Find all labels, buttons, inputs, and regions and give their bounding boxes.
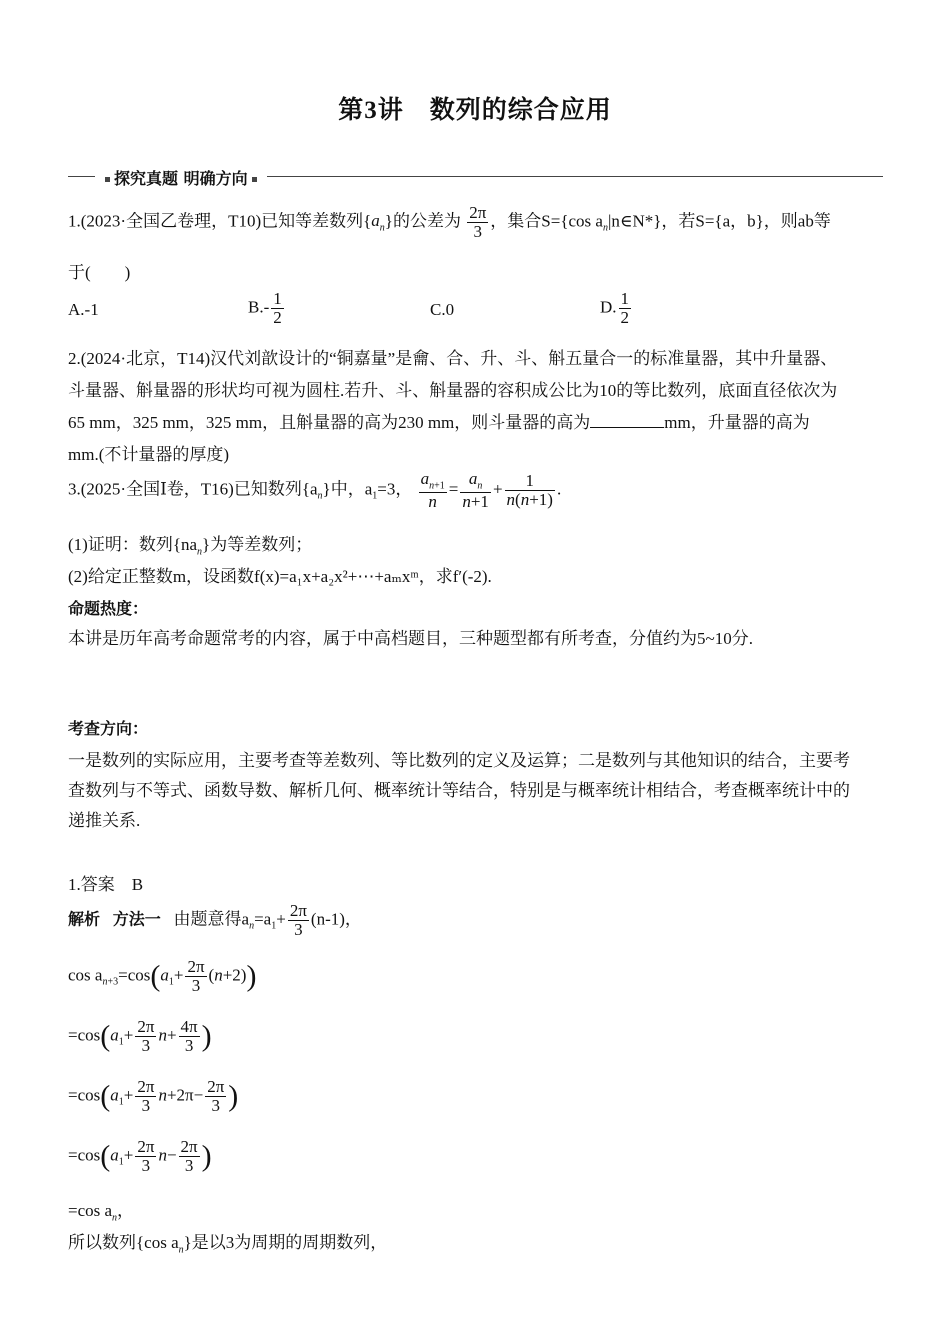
direction-line3: 递推关系. <box>68 811 141 830</box>
option-a: A.-1 <box>68 300 99 319</box>
solution-conclusion: 所以数列{cos $a_n$}是以3为周期的周期数列， <box>68 1233 388 1256</box>
solution-step0: 解析 方法一 由题意得$a_n=a_1+$ $\frac{2\pi}{3}$ (n-1)， <box>68 901 362 939</box>
solution-step3: $=\cos(a_1+$ $\frac{2\pi}{3}$ n+2π− $\frac{2\pi}{3}$ ) <box>68 1077 239 1115</box>
option-d: D. $\frac{1}{2}$ <box>600 289 630 327</box>
question-2-line3: 65 mm，325 mm，325 mm，且斛量器的高为230 mm，则斗量器的高为 mm，升量器的高为 <box>68 413 810 432</box>
solution-step1: $\cos a_{n+3}=\cos(a_1+$ $\frac{2\pi}{3}$ (n+2)) <box>68 957 257 995</box>
answer-blank <box>590 413 664 428</box>
question-1: 1.(2023·全国乙卷理，T10)已知等差数列$\{a_n\}$的公差为 $\frac{2\pi}{3}$ ，集合S={cos $a_n|n\in N*$}，若S={a，b}，则ab等 <box>68 203 831 241</box>
question-2-line2: 斗量器、斛量器的形状均可视为圆柱.若升、斗、斛量器的容积成公比为10的等比数列，底面直径依次为 <box>68 381 838 400</box>
solution-step4: $=\cos(a_1+$ $\frac{2\pi}{3}$ n− $\frac{2\pi}{3}$ ) <box>68 1137 212 1175</box>
direction-line2: 查数列与不等式、函数导数、解析几何、概率统计等结合，特别是与概率统计相结合，考查概率统计中的 <box>68 781 850 800</box>
square-bullet-icon <box>252 177 257 182</box>
heat-label: 命题热度： <box>68 599 149 618</box>
option-c: C.0 <box>430 300 455 319</box>
question-1-line2: 于( ) <box>68 263 131 282</box>
square-bullet-icon <box>105 177 110 182</box>
page-title: 第3讲 数列的综合应用 <box>338 97 612 124</box>
solution-step5: =cos $a_n$， <box>68 1201 135 1224</box>
question-3-part2: (2)给定正整数m，设函数f(x)=a₁x+a₂x²+⋯+aₘxᵐ，求f′(-2). <box>68 567 492 586</box>
section-header <box>95 166 267 189</box>
option-b: B.- $\frac{1}{2}$ <box>248 289 282 327</box>
question-2-line4: mm.(不计量器的厚度) <box>68 445 230 464</box>
section-label: 探究真题 明确方向 <box>114 169 248 188</box>
heat-text: 本讲是历年高考命题常考的内容，属于中高档题目，三种题型都有所考查，分值约为5~10分. <box>68 629 753 648</box>
question-3: 3.(2025·全国Ⅰ卷，T16)已知数列$\{a_n\}$中，$a_1=3$， $\frac{a_{n+1}}{n}$ = $\frac{a_n}{n+1}$ + $\frac{1}{n(n+1)}$ . <box>68 469 562 511</box>
direction-label: 考查方向： <box>68 719 149 738</box>
direction-line1: 一是数列的实际应用，主要考查等差数列、等比数列的定义及运算；二是数列与其他知识的结合，主要考 <box>68 751 850 770</box>
question-3-part1: (1)证明：数列$\{na_n\}$为等差数列； <box>68 535 313 558</box>
fraction: $\frac{2\pi}{3}$ <box>469 203 487 241</box>
answer-head: 1.答案 B <box>68 875 144 894</box>
solution-step2: $=\cos(a_1+$ $\frac{2\pi}{3}$ n+ $\frac{4\pi}{3}$ ) <box>68 1017 212 1055</box>
question-2-line1: 2.(2024·北京，T14)汉代刘歆设计的“铜嘉量”是龠、合、升、斗、斛五量合一的标准量器，其中升量器、 <box>68 349 838 368</box>
